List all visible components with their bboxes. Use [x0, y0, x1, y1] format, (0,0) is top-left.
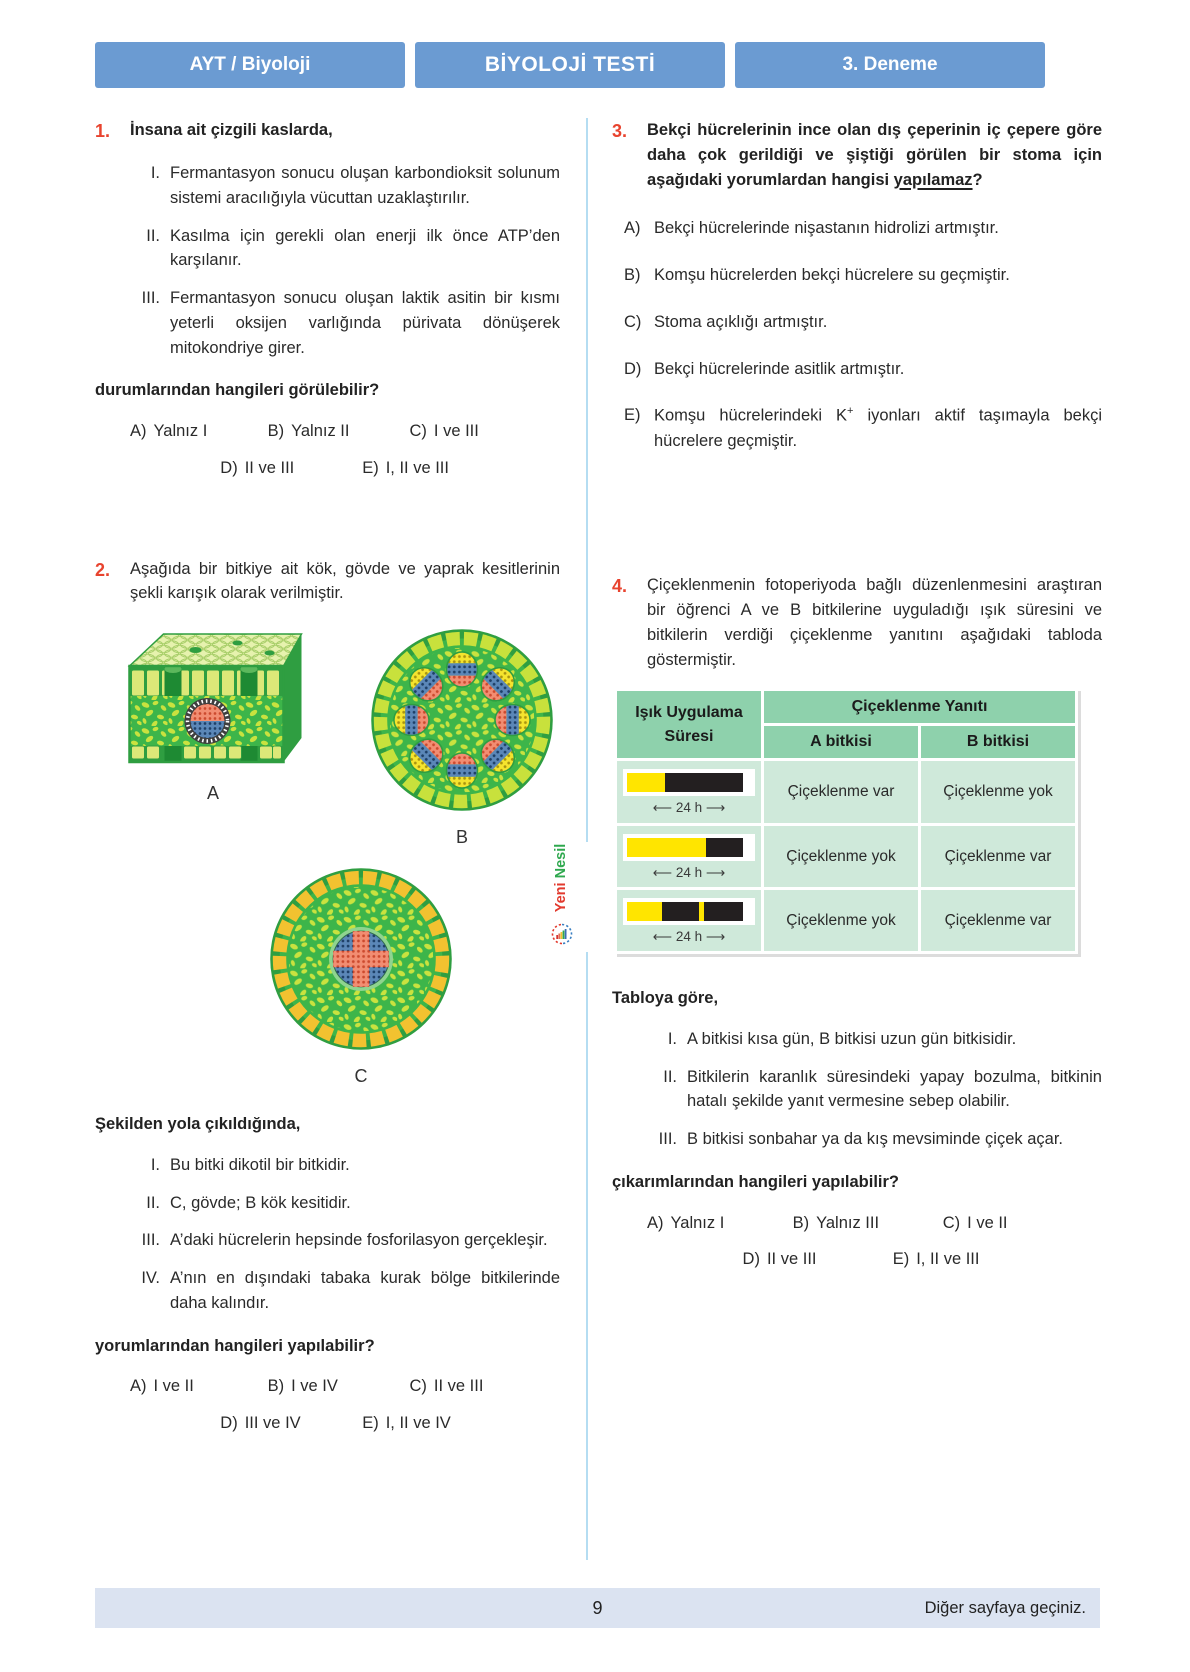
header-right-label: 3. Deneme — [842, 54, 938, 75]
table-row-1 — [617, 761, 1075, 822]
question-3-stem: Bekçi hücrelerinin ince olan dış çeperinin iç çepere göre daha çok gerildiği ve şiştiği görülen bir stoma için aşağıdaki yorumlardan hangisi yapılamaz? — [647, 121, 1102, 189]
footer-bar — [95, 1588, 1100, 1628]
left-column — [95, 118, 560, 1436]
question-2-item-3 — [130, 1228, 560, 1253]
item-numeral: IV. — [141, 1269, 160, 1287]
table-row-3 — [617, 890, 1075, 951]
question-4-item-2 — [647, 1065, 1102, 1115]
response-b: Çiçeklenme yok — [921, 761, 1075, 822]
question-1 — [95, 118, 560, 481]
question-3-option-d: D) Bekçi hücrelerinde asitlik artmıştır. — [624, 359, 905, 378]
header-center-box — [415, 42, 725, 88]
figure-b-label: B — [455, 827, 468, 847]
item-numeral: I. — [150, 164, 160, 182]
question-4-number: 4. — [612, 576, 628, 597]
question-2-number: 2. — [95, 559, 111, 580]
question-1-options-row-2 — [130, 456, 560, 481]
response-b: Çiçeklenme var — [921, 826, 1075, 887]
item-numeral: III. — [141, 1231, 160, 1250]
item-numeral: I. — [667, 1029, 677, 1048]
page-number: 9 — [592, 1597, 603, 1618]
question-2-item-4 — [130, 1266, 560, 1316]
stem-cross-section-figure — [364, 622, 560, 818]
option-b: B) I ve IV — [267, 1377, 338, 1396]
photoperiod-table — [614, 688, 1078, 954]
header-left-label: AYT / Biyoloji — [189, 54, 311, 75]
brand-word-1: Yeni — [553, 882, 569, 913]
question-3-option-a: A) Bekçi hücrelerinde nişastanın hidrolizi artmıştır. — [624, 219, 999, 238]
question-3-option-b: B) Komşu hücrelerden bekçi hücrelere su geçmiştir. — [624, 266, 1010, 284]
question-1-stem: İnsana ait çizgili kaslarda, — [130, 121, 333, 139]
table-span-header: Çiçeklenme Yanıtı — [764, 691, 1075, 723]
leaf-cross-section-figure — [113, 622, 313, 774]
item-text: Bitkilerin karanlık süresindeki yapay bozulma, bitkinin hatalı şekilde yanıt vermesine sebep olabilir. — [687, 1067, 1102, 1111]
table-row-2 — [617, 826, 1075, 887]
question-3-option-e: E) Komşu hücrelerindeki K+ iyonları aktif taşımayla bekçi hücrelere geçmiştir. — [624, 403, 1102, 453]
item-text: A’daki hücrelerin hepsinde fosforilasyon gerçekleşir. — [170, 1231, 548, 1250]
light-duration-bar — [627, 902, 743, 921]
figure-c-row — [263, 861, 560, 1090]
question-2-item-2 — [130, 1191, 560, 1216]
item-numeral: II. — [146, 1193, 160, 1212]
item-text: Fermantasyon sonucu oluşan karbondioksit solunum sistemi aracılığıyla vücuttan uzaklaştırılır. — [170, 164, 560, 207]
item-numeral: II. — [663, 1067, 677, 1086]
table-subheader-a: A bitkisi — [764, 726, 918, 758]
question-2-figures — [113, 622, 560, 851]
light-duration-bar — [627, 838, 743, 857]
option-b: B) Yalnız III — [792, 1213, 880, 1232]
figure-a-label: A — [206, 783, 219, 803]
option-e: E) I, II ve IV — [362, 1414, 451, 1432]
question-2 — [95, 557, 560, 1436]
response-a: Çiçeklenme yok — [764, 826, 918, 887]
question-1-options-row-1 — [130, 419, 560, 444]
option-d: D) III ve IV — [220, 1414, 301, 1432]
light-duration-bar — [627, 773, 743, 792]
question-3-number: 3. — [612, 121, 628, 141]
superscript-plus: + — [847, 405, 854, 418]
option-d: D) II ve III — [220, 458, 295, 477]
item-numeral: III. — [658, 1130, 677, 1148]
table-subheader-b: B bitkisi — [921, 726, 1075, 758]
question-2-options-row-1 — [130, 1374, 560, 1399]
question-2-item-1 — [130, 1153, 560, 1178]
item-text: Bu bitki dikotil bir bitkidir. — [170, 1155, 350, 1174]
question-4-closing: çıkarımlarından hangileri yapılabilir? — [612, 1172, 900, 1191]
item-numeral: I. — [150, 1155, 160, 1174]
figure-b-block — [364, 622, 560, 851]
question-2-stem: Aşağıda bir bitkiye ait kök, gövde ve yaprak kesitlerinin şekli karışık olarak verilmiştir. — [130, 559, 560, 603]
light-bar-cell — [617, 761, 761, 822]
header-center-label: BİYOLOJİ TESTİ — [484, 53, 656, 76]
item-text: Kasılma için gerekli olan enerji ilk önce ATP’den karşılanır. — [170, 226, 560, 270]
item-numeral: II. — [146, 226, 160, 245]
question-1-closing: durumlarından hangileri görülebilir? — [95, 381, 380, 400]
question-4-item-1 — [647, 1027, 1102, 1052]
footer-note: Diğer sayfaya geçiniz. — [924, 1598, 1086, 1617]
response-a: Çiçeklenme yok — [764, 890, 918, 951]
option-e-text: Komşu hücrelerindeki K+ iyonları aktif taşımayla bekçi hücrelere geçmiştir. — [654, 405, 1102, 450]
option-a: A) Yalnız I — [647, 1213, 725, 1232]
option-d: D) II ve III — [742, 1250, 817, 1269]
item-text: B bitkisi sonbahar ya da kış mevsiminde çiçek açar. — [687, 1130, 1063, 1148]
figure-c-label: C — [354, 1066, 368, 1086]
question-4-lead: Tabloya göre, — [612, 989, 719, 1007]
response-b: Çiçeklenme var — [921, 890, 1075, 951]
light-bar-cell — [617, 890, 761, 951]
question-4-options-row-1 — [647, 1211, 1102, 1236]
header-right-box — [735, 42, 1045, 88]
question-2-lead: Şekilden yola çıkıldığında, — [95, 1115, 301, 1133]
column-divider — [586, 118, 588, 1560]
question-3 — [612, 118, 1102, 453]
option-b: B) Yalnız II — [267, 422, 350, 440]
option-e: E) I, II ve III — [892, 1250, 980, 1269]
bar-axis-label: ⟵ 24 h ⟶ — [652, 864, 726, 880]
question-4-item-3 — [647, 1127, 1102, 1152]
question-1-item-2 — [130, 224, 560, 274]
figure-a-block — [113, 622, 313, 807]
option-a: A) Yalnız I — [130, 422, 208, 440]
option-e: E) I, II ve III — [362, 458, 449, 477]
question-2-closing: yorumlarından hangileri yapılabilir? — [95, 1336, 375, 1355]
option-c: C) I ve II — [942, 1213, 1008, 1232]
option-c: C) II ve III — [409, 1377, 484, 1396]
item-numeral: III. — [141, 289, 160, 307]
item-text: A’nın en dışındaki tabaka kurak bölge bitkilerinde daha kalındır. — [170, 1269, 560, 1312]
response-a: Çiçeklenme var — [764, 761, 918, 822]
question-4-options-row-2 — [647, 1247, 1102, 1272]
question-4-stem: Çiçeklenmenin fotoperiyoda bağlı düzenlenmesini araştıran bir öğrenci A ve B bitkilerine uyguladığı ışık süresini ve bitkilerin verdiği çiçeklenme yanıtını aşağıdaki tabloda göstermiştir. — [647, 576, 1102, 669]
question-3-option-c: C) Stoma açıklığı artmıştır. — [624, 312, 828, 331]
question-1-item-1 — [130, 161, 560, 211]
right-column — [612, 118, 1102, 1272]
question-1-number: 1. — [95, 121, 111, 141]
item-text: Fermantasyon sonucu oluşan laktik asitin bir kısmı yeterli oksijen varlığında pürivata dönüşerek mitokondriye girer. — [170, 289, 560, 357]
light-bar-cell — [617, 826, 761, 887]
header-left-box — [95, 42, 405, 88]
item-text: C, gövde; B kök kesitidir. — [170, 1193, 351, 1212]
underlined-word: yapılamaz — [893, 170, 973, 189]
option-c: C) I ve III — [409, 422, 479, 440]
question-2-options-row-2 — [130, 1411, 560, 1436]
bar-axis-label: ⟵ 24 h ⟶ — [652, 800, 726, 816]
bar-axis-label: ⟵ 24 h ⟶ — [652, 928, 726, 944]
figure-c-block — [263, 861, 459, 1090]
root-cross-section-figure — [263, 861, 459, 1057]
question-1-item-3 — [130, 286, 560, 360]
item-text: A bitkisi kısa gün, B bitkisi uzun gün bitkisidir. — [687, 1029, 1017, 1048]
brand-word-2: Nesil — [553, 843, 569, 879]
question-4 — [612, 573, 1102, 1272]
table-col1-header: Işık Uygulama Süresi — [617, 691, 761, 758]
option-a: A) I ve II — [130, 1377, 194, 1396]
